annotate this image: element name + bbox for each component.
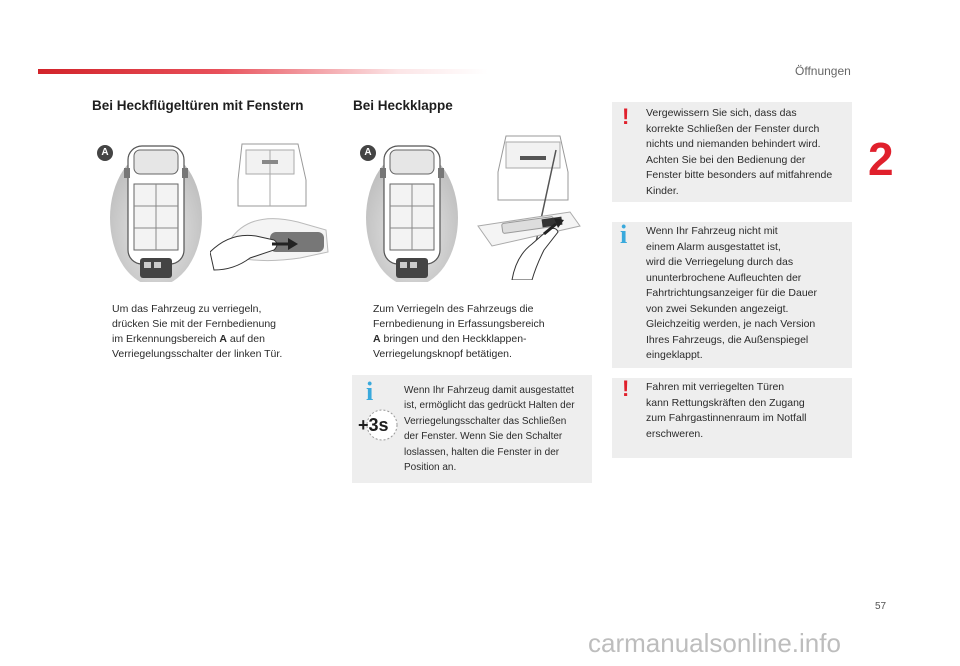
illustration-tailgate-lock (472, 134, 590, 280)
illustration-car-top-view-left (98, 140, 208, 282)
illustration-rear-door-lock (210, 140, 332, 278)
info-box-alarm (612, 222, 852, 368)
warning-box-emergency (612, 378, 852, 458)
section-title: Öffnungen (795, 64, 851, 78)
zone-a-marker: A (360, 145, 376, 161)
header-accent-bar (38, 69, 488, 74)
warning-box-text: Fahren mit verriegelten Türen kann Rettungskräften den Zugang zum Fahrgastinnenraum im Notfall erschweren. (646, 381, 807, 440)
instruction-rear-doors: Um das Fahrzeug zu verriegeln, drücken Sie mit der Fernbedienung im Erkennungsbereich A auf den Verriegelungsschalter der linken Tür. (112, 303, 283, 360)
watermark: carmanualsonline.info (588, 628, 841, 658)
chapter-number: 2 (868, 133, 894, 185)
info-box-window-closing (352, 375, 592, 483)
info-icon: i (620, 220, 628, 249)
info-box-text: Wenn Ihr Fahrzeug nicht mit einem Alarm ausgestattet ist, wird die Verriegelung durch das ununterbrochene Aufleuchten der Fahrtrichtungsanzeiger für die Dauer von zwei Sekunden angezeigt. Gleichzeitig werden, je nach Version Ihres Fahrzeugs, die Außenspiegel eingeklappt. (646, 225, 818, 361)
zone-a-marker: A (97, 145, 113, 161)
info-box-text: Wenn Ihr Fahrzeug damit ausgestattet ist, ermöglicht das gedrückt Halten der Verriegelungsschalter das Schließen der Fenster. Wenn Sie den Schalter loslassen, halten die Fenster in der Position an. (404, 385, 575, 474)
info-icon: i (366, 377, 374, 406)
warning-box-windows (612, 102, 852, 202)
timer-label: +3s (358, 415, 389, 435)
warning-box-text: Vergewissern Sie sich, dass das korrekte Schließen der Fenster durch nichts und niemanden behindert wird. Achten Sie bei den Bedienung der Fenster bitte besonders auf mitfahrende Kinder. (646, 107, 833, 197)
heading-rear-doors: Bei Heckflügeltüren mit Fenstern (92, 98, 304, 113)
illustration-car-top-view-middle (360, 140, 470, 282)
page-number: 57 (875, 601, 887, 612)
instruction-tailgate: Zum Verriegeln des Fahrzeugs die Fernbedienung in Erfassungsbereich A bringen und den Heckklappen- Verriegelungsknopf betätigen. (373, 303, 545, 360)
warning-icon: ! (622, 104, 630, 129)
warning-icon: ! (622, 376, 630, 401)
heading-tailgate: Bei Heckklappe (353, 98, 453, 113)
